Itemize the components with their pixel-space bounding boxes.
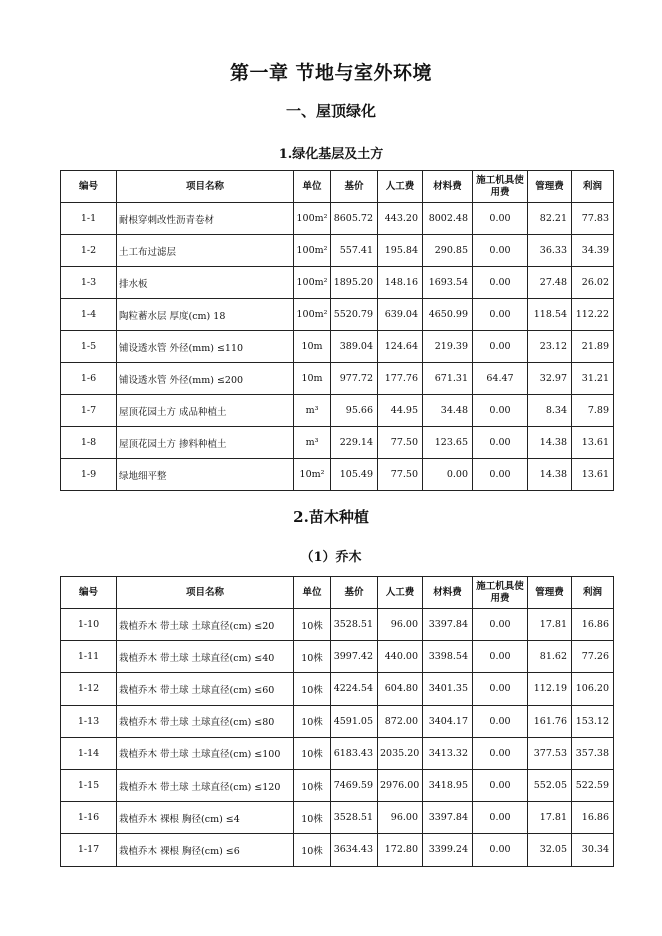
table-row xyxy=(61,834,614,866)
cell-labor-cost: 96.00 xyxy=(378,802,423,834)
cell-machine-cost: 0.00 xyxy=(473,395,528,427)
cell-material-cost: 0.00 xyxy=(423,459,473,491)
cell-unit: 10m xyxy=(294,331,331,363)
cell-profit: 31.21 xyxy=(572,363,614,395)
cell-code: 1-9 xyxy=(61,459,117,491)
cell-labor-cost: 604.80 xyxy=(378,673,423,705)
cell-material-cost: 3418.95 xyxy=(423,769,473,801)
cell-management-fee: 82.21 xyxy=(528,203,572,235)
cell-machine-cost: 0.00 xyxy=(473,235,528,267)
cell-material-cost: 3401.35 xyxy=(423,673,473,705)
table-row xyxy=(61,737,614,769)
header-item-name: 项目名称 xyxy=(117,171,294,203)
cell-labor-cost: 2035.20 xyxy=(378,737,423,769)
cell-profit: 26.02 xyxy=(572,267,614,299)
header-base-price: 基价 xyxy=(331,577,378,609)
cell-base-price: 105.49 xyxy=(331,459,378,491)
cell-labor-cost: 96.00 xyxy=(378,609,423,641)
cell-base-price: 5520.79 xyxy=(331,299,378,331)
cell-profit: 112.22 xyxy=(572,299,614,331)
cell-code: 1-2 xyxy=(61,235,117,267)
cell-item-name: 土工布过滤层 xyxy=(117,235,294,267)
cell-unit: 10株 xyxy=(294,802,331,834)
table-row xyxy=(61,395,614,427)
cell-unit: 10株 xyxy=(294,769,331,801)
header-unit: 单位 xyxy=(294,171,331,203)
cell-code: 1-10 xyxy=(61,609,117,641)
cell-base-price: 95.66 xyxy=(331,395,378,427)
cell-code: 1-16 xyxy=(61,802,117,834)
cell-material-cost: 3413.32 xyxy=(423,737,473,769)
header-base-price: 基价 xyxy=(331,171,378,203)
cell-base-price: 8605.72 xyxy=(331,203,378,235)
cell-labor-cost: 77.50 xyxy=(378,459,423,491)
cell-item-name: 栽植乔木 带土球 土球直径(cm) ≤20 xyxy=(117,609,294,641)
cell-management-fee: 32.97 xyxy=(528,363,572,395)
cell-management-fee: 23.12 xyxy=(528,331,572,363)
cell-machine-cost: 0.00 xyxy=(473,427,528,459)
cell-machine-cost: 0.00 xyxy=(473,834,528,866)
cell-base-price: 3528.51 xyxy=(331,802,378,834)
cell-code: 1-12 xyxy=(61,673,117,705)
subsection-title-trees: （1）乔木 xyxy=(300,550,362,565)
cell-base-price: 3528.51 xyxy=(331,609,378,641)
table-row xyxy=(61,427,614,459)
table-row xyxy=(61,705,614,737)
cell-machine-cost: 0.00 xyxy=(473,705,528,737)
cell-machine-cost: 64.47 xyxy=(473,363,528,395)
cell-management-fee: 81.62 xyxy=(528,641,572,673)
cell-machine-cost: 0.00 xyxy=(473,641,528,673)
cell-base-price: 1895.20 xyxy=(331,267,378,299)
cell-item-name: 栽植乔木 裸根 胸径(cm) ≤6 xyxy=(117,834,294,866)
cell-unit: 10株 xyxy=(294,737,331,769)
cell-base-price: 557.41 xyxy=(331,235,378,267)
cell-base-price: 389.04 xyxy=(331,331,378,363)
cell-base-price: 977.72 xyxy=(331,363,378,395)
cell-base-price: 7469.59 xyxy=(331,769,378,801)
cell-item-name: 屋顶花园土方 成品种植土 xyxy=(117,395,294,427)
cell-material-cost: 3397.84 xyxy=(423,802,473,834)
cell-profit: 7.89 xyxy=(572,395,614,427)
header-management-fee: 管理费 xyxy=(528,171,572,203)
cell-base-price: 229.14 xyxy=(331,427,378,459)
cell-unit: m³ xyxy=(294,427,331,459)
header-material-cost: 材料费 xyxy=(423,577,473,609)
header-management-fee: 管理费 xyxy=(528,577,572,609)
cell-machine-cost: 0.00 xyxy=(473,299,528,331)
header-labor-cost: 人工费 xyxy=(378,171,423,203)
cell-profit: 16.86 xyxy=(572,802,614,834)
table-row xyxy=(61,267,614,299)
cell-management-fee: 32.05 xyxy=(528,834,572,866)
cell-profit: 357.38 xyxy=(572,737,614,769)
cell-unit: 10m² xyxy=(294,459,331,491)
cell-base-price: 3634.43 xyxy=(331,834,378,866)
section-title-roof-greening: 一、屋顶绿化 xyxy=(285,102,376,120)
cell-item-name: 绿地细平整 xyxy=(117,459,294,491)
cell-material-cost: 123.65 xyxy=(423,427,473,459)
header-profit: 利润 xyxy=(572,171,614,203)
cell-management-fee: 14.38 xyxy=(528,427,572,459)
header-profit: 利润 xyxy=(572,577,614,609)
cell-item-name: 栽植乔木 带土球 土球直径(cm) ≤40 xyxy=(117,641,294,673)
cell-material-cost: 3397.84 xyxy=(423,609,473,641)
cell-labor-cost: 77.50 xyxy=(378,427,423,459)
cell-profit: 34.39 xyxy=(572,235,614,267)
cell-unit: 10株 xyxy=(294,609,331,641)
cell-machine-cost: 0.00 xyxy=(473,459,528,491)
cell-material-cost: 3404.17 xyxy=(423,705,473,737)
cell-item-name: 栽植乔木 带土球 土球直径(cm) ≤80 xyxy=(117,705,294,737)
table-row xyxy=(61,235,614,267)
cell-management-fee: 112.19 xyxy=(528,673,572,705)
cell-profit: 522.59 xyxy=(572,769,614,801)
table-header-row xyxy=(61,171,614,203)
table-row xyxy=(61,609,614,641)
header-code: 编号 xyxy=(61,577,117,609)
cell-material-cost: 1693.54 xyxy=(423,267,473,299)
table-row xyxy=(61,641,614,673)
cell-profit: 16.86 xyxy=(572,609,614,641)
cell-labor-cost: 2976.00 xyxy=(378,769,423,801)
cell-unit: m³ xyxy=(294,395,331,427)
quota-table-trees xyxy=(60,576,614,867)
cell-machine-cost: 0.00 xyxy=(473,673,528,705)
header-machine-cost: 施工机具使用费 xyxy=(473,577,528,609)
cell-code: 1-7 xyxy=(61,395,117,427)
cell-code: 1-8 xyxy=(61,427,117,459)
cell-unit: 100m² xyxy=(294,267,331,299)
cell-item-name: 栽植乔木 带土球 土球直径(cm) ≤60 xyxy=(117,673,294,705)
cell-profit: 13.61 xyxy=(572,459,614,491)
table-row xyxy=(61,673,614,705)
cell-management-fee: 118.54 xyxy=(528,299,572,331)
cell-item-name: 栽植乔木 裸根 胸径(cm) ≤4 xyxy=(117,802,294,834)
cell-management-fee: 8.34 xyxy=(528,395,572,427)
header-item-name: 项目名称 xyxy=(117,577,294,609)
header-code: 编号 xyxy=(61,171,117,203)
cell-unit: 100m² xyxy=(294,235,331,267)
cell-machine-cost: 0.00 xyxy=(473,769,528,801)
cell-material-cost: 290.85 xyxy=(423,235,473,267)
cell-base-price: 4591.05 xyxy=(331,705,378,737)
cell-management-fee: 27.48 xyxy=(528,267,572,299)
cell-unit: 10m xyxy=(294,363,331,395)
table-row xyxy=(61,203,614,235)
cell-management-fee: 377.53 xyxy=(528,737,572,769)
cell-item-name: 铺设透水管 外径(mm) ≤200 xyxy=(117,363,294,395)
header-labor-cost: 人工费 xyxy=(378,577,423,609)
cell-item-name: 屋顶花园土方 掺料种植土 xyxy=(117,427,294,459)
cell-machine-cost: 0.00 xyxy=(473,802,528,834)
cell-profit: 30.34 xyxy=(572,834,614,866)
cell-base-price: 6183.43 xyxy=(331,737,378,769)
cell-profit: 21.89 xyxy=(572,331,614,363)
cell-management-fee: 36.33 xyxy=(528,235,572,267)
cell-labor-cost: 639.04 xyxy=(378,299,423,331)
cell-labor-cost: 177.76 xyxy=(378,363,423,395)
cell-code: 1-1 xyxy=(61,203,117,235)
cell-item-name: 栽植乔木 带土球 土球直径(cm) ≤120 xyxy=(117,769,294,801)
cell-profit: 77.83 xyxy=(572,203,614,235)
cell-profit: 153.12 xyxy=(572,705,614,737)
cell-management-fee: 161.76 xyxy=(528,705,572,737)
cell-unit: 10株 xyxy=(294,834,331,866)
cell-item-name: 栽植乔木 带土球 土球直径(cm) ≤100 xyxy=(117,737,294,769)
cell-management-fee: 552.05 xyxy=(528,769,572,801)
cell-code: 1-5 xyxy=(61,331,117,363)
cell-code: 1-14 xyxy=(61,737,117,769)
cell-code: 1-15 xyxy=(61,769,117,801)
cell-management-fee: 14.38 xyxy=(528,459,572,491)
cell-unit: 100m² xyxy=(294,203,331,235)
cell-material-cost: 4650.99 xyxy=(423,299,473,331)
cell-material-cost: 3399.24 xyxy=(423,834,473,866)
cell-management-fee: 17.81 xyxy=(528,609,572,641)
cell-item-name: 排水板 xyxy=(117,267,294,299)
cell-profit: 77.26 xyxy=(572,641,614,673)
cell-labor-cost: 440.00 xyxy=(378,641,423,673)
cell-labor-cost: 195.84 xyxy=(378,235,423,267)
table-row xyxy=(61,769,614,801)
table-row xyxy=(61,331,614,363)
cell-code: 1-4 xyxy=(61,299,117,331)
header-material-cost: 材料费 xyxy=(423,171,473,203)
cell-item-name: 陶粒蓄水层 厚度(cm) 18 xyxy=(117,299,294,331)
cell-labor-cost: 124.64 xyxy=(378,331,423,363)
cell-unit: 10株 xyxy=(294,641,331,673)
cell-labor-cost: 872.00 xyxy=(378,705,423,737)
cell-material-cost: 34.48 xyxy=(423,395,473,427)
cell-profit: 106.20 xyxy=(572,673,614,705)
cell-labor-cost: 172.80 xyxy=(378,834,423,866)
cell-code: 1-6 xyxy=(61,363,117,395)
section-title-seedling-planting: 2.苗木种植 xyxy=(293,508,369,526)
header-unit: 单位 xyxy=(294,577,331,609)
cell-code: 1-17 xyxy=(61,834,117,866)
cell-item-name: 耐根穿刺改性沥青卷材 xyxy=(117,203,294,235)
cell-code: 1-3 xyxy=(61,267,117,299)
cell-material-cost: 3398.54 xyxy=(423,641,473,673)
cell-unit: 10株 xyxy=(294,673,331,705)
cell-base-price: 3997.42 xyxy=(331,641,378,673)
cell-code: 1-11 xyxy=(61,641,117,673)
subsection-title-base-earthwork: 1.绿化基层及土方 xyxy=(278,147,384,162)
table-row xyxy=(61,363,614,395)
cell-code: 1-13 xyxy=(61,705,117,737)
cell-machine-cost: 0.00 xyxy=(473,609,528,641)
cell-material-cost: 219.39 xyxy=(423,331,473,363)
cell-machine-cost: 0.00 xyxy=(473,331,528,363)
header-machine-cost: 施工机具使用费 xyxy=(473,171,528,203)
cell-management-fee: 17.81 xyxy=(528,802,572,834)
table-row xyxy=(61,459,614,491)
cell-profit: 13.61 xyxy=(572,427,614,459)
cell-unit: 100m² xyxy=(294,299,331,331)
cell-base-price: 4224.54 xyxy=(331,673,378,705)
cell-item-name: 铺设透水管 外径(mm) ≤110 xyxy=(117,331,294,363)
cell-material-cost: 671.31 xyxy=(423,363,473,395)
quota-table-base-earthwork xyxy=(60,170,614,491)
table-row xyxy=(61,802,614,834)
table-row xyxy=(61,299,614,331)
cell-machine-cost: 0.00 xyxy=(473,737,528,769)
cell-machine-cost: 0.00 xyxy=(473,203,528,235)
cell-unit: 10株 xyxy=(294,705,331,737)
cell-labor-cost: 148.16 xyxy=(378,267,423,299)
cell-labor-cost: 44.95 xyxy=(378,395,423,427)
chapter-title: 第一章 节地与室外环境 xyxy=(229,62,433,84)
cell-material-cost: 8002.48 xyxy=(423,203,473,235)
cell-machine-cost: 0.00 xyxy=(473,267,528,299)
table-header-row xyxy=(61,577,614,609)
cell-labor-cost: 443.20 xyxy=(378,203,423,235)
